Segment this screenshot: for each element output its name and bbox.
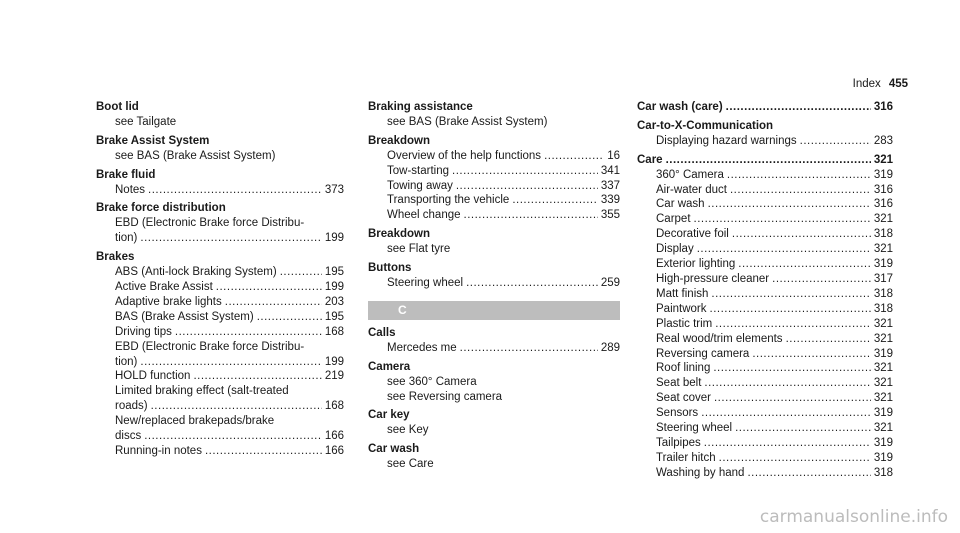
leader-dots xyxy=(697,242,871,257)
index-subentry xyxy=(96,325,344,340)
leader-dots xyxy=(732,227,871,242)
entry-label: Carpet xyxy=(656,213,691,226)
index-subentry xyxy=(96,183,344,198)
entry-page: 259 xyxy=(600,276,620,289)
entry-label: BAS (Brake Assist System) xyxy=(115,310,254,323)
index-subentry xyxy=(368,341,620,356)
index-subentry xyxy=(368,208,620,223)
entry-page: 321 xyxy=(873,422,893,435)
leader-dots xyxy=(772,272,871,287)
entry-page: 199 xyxy=(324,280,344,293)
entry-label: Sensors xyxy=(656,407,699,420)
entry-label: Running-in notes xyxy=(115,444,202,457)
entry-label: Driving tips xyxy=(115,325,172,338)
entry-label: tion) xyxy=(115,355,138,368)
entry-page: 319 xyxy=(873,258,893,271)
index-subentry: see Care xyxy=(387,458,434,471)
entry-page: 355 xyxy=(600,209,620,222)
index-subentry: see Reversing camera xyxy=(387,390,503,403)
index-subentry xyxy=(637,272,893,287)
entry-label: Adaptive brake lights xyxy=(115,295,222,308)
entry-label: Mercedes me xyxy=(387,341,457,354)
index-heading: Car wash xyxy=(368,443,420,456)
index-subentry: EBD (Electronic Brake force Distribu- xyxy=(115,340,305,353)
index-subentry xyxy=(637,436,893,451)
entry-page: 316 xyxy=(873,183,893,196)
index-heading xyxy=(637,153,893,168)
entry-page: 319 xyxy=(873,168,893,181)
leader-dots xyxy=(713,361,870,376)
index-subentry: see Tailgate xyxy=(115,115,177,128)
index-subentry xyxy=(637,183,893,198)
entry-label: Display xyxy=(656,243,694,256)
entry-page: 321 xyxy=(873,213,893,226)
entry-label: Active Brake Assist xyxy=(115,280,213,293)
entry-page: 219 xyxy=(324,370,344,383)
entry-label: Trailer hitch xyxy=(656,451,716,464)
leader-dots xyxy=(148,183,322,198)
leader-dots xyxy=(710,302,871,317)
index-column-2 xyxy=(368,100,620,472)
leader-dots xyxy=(193,369,321,384)
index-subentry xyxy=(637,302,893,317)
entry-page: 321 xyxy=(873,362,893,375)
leader-dots xyxy=(512,193,598,208)
entry-page: 341 xyxy=(600,164,620,177)
index-subentry: see BAS (Brake Assist System) xyxy=(387,115,548,128)
leader-dots xyxy=(738,257,871,272)
entry-label: Transporting the vehicle xyxy=(387,194,510,207)
index-subentry xyxy=(637,406,893,421)
index-subentry xyxy=(637,134,893,149)
page-header xyxy=(853,78,908,90)
index-subentry: see 360° Camera xyxy=(387,375,477,388)
leader-dots xyxy=(140,355,321,370)
leader-dots xyxy=(544,149,604,164)
index-subentry xyxy=(96,295,344,310)
leader-dots xyxy=(225,295,322,310)
entry-label: tion) xyxy=(115,232,138,245)
entry-page: 321 xyxy=(873,392,893,405)
entry-page: 339 xyxy=(600,194,620,207)
entry-label: Paintwork xyxy=(656,302,707,315)
leader-dots xyxy=(704,436,871,451)
index-subentry xyxy=(637,332,893,347)
entry-page: 316 xyxy=(873,198,893,211)
entry-page: 317 xyxy=(873,272,893,285)
index-subentry xyxy=(96,355,344,370)
entry-label: High-pressure cleaner xyxy=(656,272,770,285)
leader-dots xyxy=(456,179,598,194)
index-heading: Brake force distribution xyxy=(96,202,226,215)
leader-dots xyxy=(786,332,871,347)
index-heading: Breakdown xyxy=(368,228,430,241)
index-subentry: Limited braking effect (salt-treated xyxy=(115,385,289,398)
entry-page: 321 xyxy=(873,243,893,256)
index-subentry xyxy=(637,361,893,376)
index-subentry: see BAS (Brake Assist System) xyxy=(115,149,276,162)
leader-dots xyxy=(151,399,322,414)
leader-dots xyxy=(205,444,322,459)
index-heading: Car key xyxy=(368,409,410,422)
index-subentry xyxy=(637,466,893,481)
entry-label: Decorative foil xyxy=(656,228,729,241)
entry-page: 319 xyxy=(873,407,893,420)
entry-label: Car wash (care) xyxy=(637,101,723,113)
entry-label: Overview of the help functions xyxy=(387,149,542,162)
index-subentry xyxy=(637,227,893,242)
entry-label: roads) xyxy=(115,400,148,413)
entry-label: Washing by hand xyxy=(656,466,745,479)
entry-page: 321 xyxy=(873,317,893,330)
index-subentry xyxy=(96,399,344,414)
entry-label: Steering wheel xyxy=(656,422,733,435)
leader-dots xyxy=(727,168,871,183)
leader-dots xyxy=(452,164,598,179)
index-subentry: EBD (Electronic Brake force Distribu- xyxy=(115,217,305,230)
header-title: Index xyxy=(852,78,881,90)
leader-dots xyxy=(726,100,871,115)
entry-page: 166 xyxy=(324,444,344,457)
entry-label: Steering wheel xyxy=(387,276,464,289)
index-heading xyxy=(637,100,893,115)
leader-dots xyxy=(714,391,871,406)
index-heading: Brake Assist System xyxy=(96,134,210,147)
index-subentry xyxy=(637,257,893,272)
leader-dots xyxy=(719,451,871,466)
index-subentry xyxy=(637,287,893,302)
entry-page: 318 xyxy=(873,228,893,241)
entry-page: 318 xyxy=(873,287,893,300)
entry-page: 337 xyxy=(600,179,620,192)
entry-page: 318 xyxy=(873,466,893,479)
index-heading: Car-to-X-Communication xyxy=(637,119,774,132)
leader-dots xyxy=(708,197,871,212)
leader-dots xyxy=(175,325,322,340)
index-subentry xyxy=(637,197,893,212)
entry-label: Care xyxy=(637,153,663,166)
index-subentry xyxy=(368,193,620,208)
entry-page: 373 xyxy=(324,183,344,196)
entry-page: 166 xyxy=(324,430,344,443)
leader-dots xyxy=(735,421,871,436)
entry-label: HOLD function xyxy=(115,370,191,383)
index-heading: Camera xyxy=(368,360,411,373)
index-subentry xyxy=(637,317,893,332)
index-subentry xyxy=(368,179,620,194)
entry-label: Plastic trim xyxy=(656,317,713,330)
index-subentry xyxy=(637,347,893,362)
index-subentry xyxy=(637,421,893,436)
index-subentry xyxy=(96,280,344,295)
leader-dots xyxy=(715,317,871,332)
index-heading: Buttons xyxy=(368,262,412,275)
index-subentry xyxy=(637,212,893,227)
entry-page: 199 xyxy=(324,232,344,245)
index-subentry xyxy=(637,451,893,466)
entry-page: 195 xyxy=(324,266,344,279)
leader-dots xyxy=(704,376,870,391)
leader-dots xyxy=(460,341,598,356)
entry-page: 289 xyxy=(600,341,620,354)
entry-page: 195 xyxy=(324,310,344,323)
entry-label: Matt finish xyxy=(656,287,709,300)
entry-label: Displaying hazard warnings xyxy=(656,134,797,147)
entry-page: 319 xyxy=(873,451,893,464)
index-subentry xyxy=(637,242,893,257)
index-subentry xyxy=(96,310,344,325)
watermark: carmanualsonline.info xyxy=(759,507,948,527)
entry-label: Tow-starting xyxy=(387,164,449,177)
index-heading: Calls xyxy=(368,326,396,339)
index-subentry: New/replaced brakepads/brake xyxy=(115,415,275,428)
entry-page: 321 xyxy=(873,153,893,166)
leader-dots xyxy=(752,347,870,362)
leader-dots xyxy=(800,134,871,149)
entry-label: Air-water duct xyxy=(656,183,727,196)
entry-page: 16 xyxy=(607,149,620,162)
index-heading: Brakes xyxy=(96,251,135,264)
entry-page: 319 xyxy=(873,347,893,360)
entry-label: Real wood/trim elements xyxy=(656,332,783,345)
entry-label: Seat cover xyxy=(656,392,711,405)
index-subentry xyxy=(96,369,344,384)
index-subentry xyxy=(368,276,620,291)
leader-dots xyxy=(216,280,322,295)
index-column-3 xyxy=(637,100,893,481)
entry-label: Tailpipes xyxy=(656,436,701,449)
leader-dots xyxy=(694,212,871,227)
entry-label: ABS (Anti-lock Braking System) xyxy=(115,266,277,279)
entry-label: Towing away xyxy=(387,179,453,192)
index-subentry xyxy=(96,444,344,459)
leader-dots xyxy=(257,310,322,325)
leader-dots xyxy=(466,276,598,291)
entry-label: 360° Camera xyxy=(656,168,724,181)
section-letter: C xyxy=(368,301,620,320)
index-subentry xyxy=(368,164,620,179)
leader-dots xyxy=(747,466,870,481)
index-heading: Braking assistance xyxy=(368,101,473,113)
index-subentry xyxy=(637,376,893,391)
index-subentry: see Flat tyre xyxy=(387,243,451,256)
index-subentry xyxy=(96,429,344,444)
index-subentry xyxy=(637,168,893,183)
leader-dots xyxy=(140,231,321,246)
leader-dots xyxy=(730,183,871,198)
leader-dots xyxy=(144,429,322,444)
leader-dots xyxy=(666,153,871,168)
entry-label: discs xyxy=(115,430,142,443)
entry-label: Car wash xyxy=(656,198,705,211)
entry-page: 318 xyxy=(873,302,893,315)
entry-page: 168 xyxy=(324,400,344,413)
entry-page: 203 xyxy=(324,295,344,308)
index-heading: Boot lid xyxy=(96,101,139,113)
entry-label: Wheel change xyxy=(387,209,461,222)
index-subentry xyxy=(637,391,893,406)
index-column-1 xyxy=(96,100,344,459)
entry-label: Reversing camera xyxy=(656,347,750,360)
leader-dots xyxy=(701,406,871,421)
entry-page: 321 xyxy=(873,377,893,390)
entry-page: 168 xyxy=(324,325,344,338)
entry-label: Exterior lighting xyxy=(656,258,736,271)
index-subentry xyxy=(368,149,620,164)
index-subentry xyxy=(96,231,344,246)
entry-page: 321 xyxy=(873,332,893,345)
index-subentry: see Key xyxy=(387,424,429,437)
entry-label: Notes xyxy=(115,183,146,196)
index-heading: Brake fluid xyxy=(96,168,156,181)
entry-page: 319 xyxy=(873,436,893,449)
leader-dots xyxy=(711,287,870,302)
entry-label: Roof lining xyxy=(656,362,711,375)
leader-dots xyxy=(280,265,322,280)
leader-dots xyxy=(464,208,598,223)
entry-page: 316 xyxy=(873,101,893,113)
index-subentry xyxy=(96,265,344,280)
index-heading: Breakdown xyxy=(368,134,430,147)
entry-page: 199 xyxy=(324,355,344,368)
entry-page: 283 xyxy=(873,134,893,147)
page-number: 455 xyxy=(888,78,908,90)
entry-label: Seat belt xyxy=(656,377,702,390)
